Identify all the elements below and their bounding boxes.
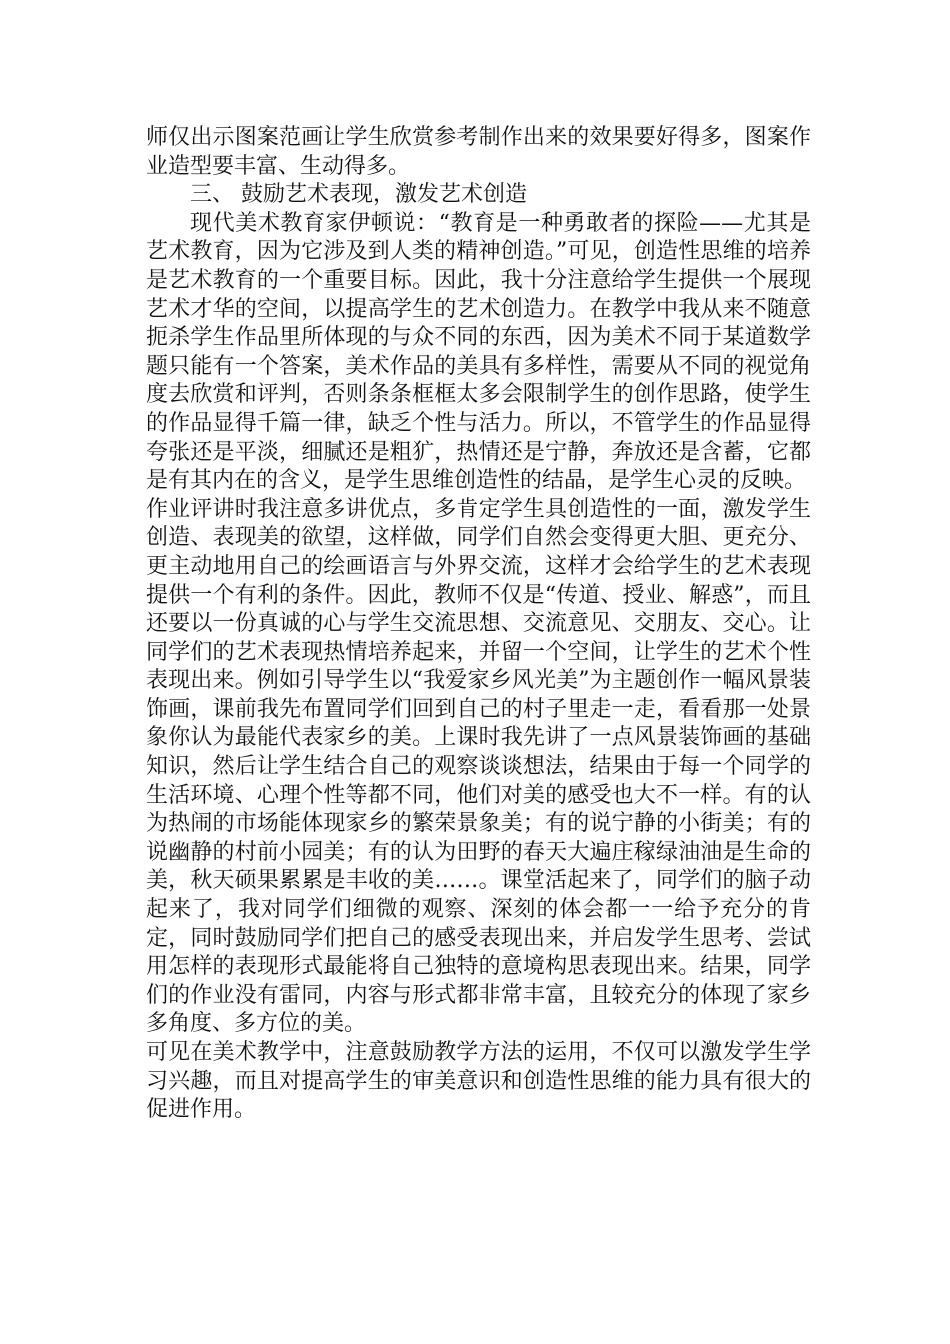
paragraph-itten-quote: 现代美术教育家伊顿说：“教育是一种勇敢者的探险——尤其是艺术教育，因为它涉及到人类的精神创造。”可见，创造性思维的培养是艺术教育的一个重要目标。因此，我十分注意给学生提供一个展现艺术才华的空间，以提高学生的艺术创造力。在教学中我从来不随意扼杀学生作品里所体现的与众不同的东西，因为美术不同于某道数学题只能有一个答案，美术作品的美具有多样性，需要从不同的视觉角度去欣赏和评判，否则条条框框太多会限制学生的创作思路，使学生的作品显得千篇一律，缺乏个性与活力。所以，不管学生的作品显得夸张还是平淡，细腻还是粗犷，热情还是宁静，奔放还是含蓄，它都是有其内在的含义，是学生思维创造性的结晶，是学生心灵的反映。 [146,210,811,494]
paragraph-intro-continuation: 师仅出示图案范画让学生欣赏参考制作出来的效果要好得多，图案作业造型要丰富、生动得多。 [146,125,811,179]
document-body [146,124,811,1125]
section-heading: 三、 鼓励艺术表现，激发艺术创造 [190,182,527,208]
paragraph-homework-review: 作业评讲时我注意多讲优点，多肯定学生具创造性的一面，激发学生创造、表现美的欲望，这样做，同学们自然会变得更大胆、更充分、更主动地用自己的绘画语言与外界交流，这样才会给学生的艺术表现提供一个有利的条件。因此，教师不仅是“传道、授业、解惑”，而且还要以一份真诚的心与学生交流思想、交流意见、交朋友、交心。让同学们的艺术表现热情培养起来，并留一个空间，让学生的艺术个性表现出来。例如引导学生以“我爱家乡风光美”为主题创作一幅风景装饰画，课前我先布置同学们回到自己的村子里走一走，看看那一处景象你认为最能代表家乡的美。上课时我先讲了一点风景装饰画的基础知识，然后让学生结合自己的观察谈谈想法，结果由于每一个同学的生活环境、心理个性等都不同，他们对美的感受也大不一样。有的认为热闹的市场能体现家乡的繁荣景象美；有的说宁静的小街美；有的说幽静的村前小园美；有的认为田野的春天大遍庄稼绿油油是生命的美，秋天硕果累累是丰收的美……。课堂活起来了，同学们的脑子动起来了，我对同学们细微的观察、深刻的体会都一一给予充分的肯定，同时鼓励同学们把自己的感受表现出来，并启发学生思考、尝试用怎样的表现形式最能将自己独特的意境构思表现出来。结果，同学们的作业没有雷同，内容与形式都非常丰富，且较充分的体现了家乡多角度、多方位的美。 [146,496,811,1037]
paragraph-conclusion: 可见在美术教学中，注意鼓励教学方法的运用，不仅可以激发学生学习兴趣，而且对提高学生的审美意识和创造性思维的能力具有很大的促进作用。 [146,1040,811,1123]
